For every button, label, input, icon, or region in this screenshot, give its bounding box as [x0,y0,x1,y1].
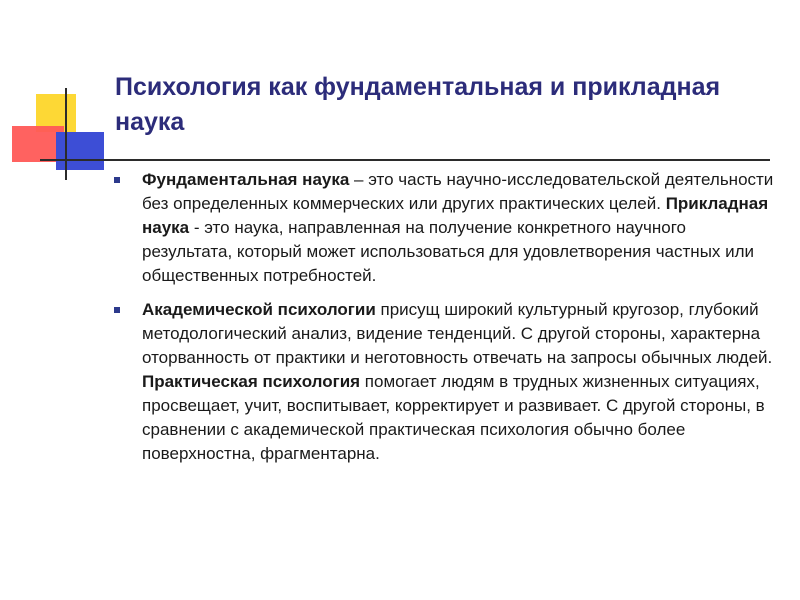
definition-applied-science: - это наука, направленная на получение конкретного научного результата, который может использоваться для удовлетворения частных или общественных потребностей. [142,218,755,285]
slide-title: Психология как фундаментальная и прикладная наука [115,73,721,136]
slide-content [114,168,780,476]
term-academic-psychology: Академической психологии [142,300,376,319]
bullet-text [142,168,780,288]
square-bullet-icon [114,177,120,183]
term-practical-psychology: Практическая психология [142,372,361,391]
bullet-item [114,298,780,466]
square-bullet-icon [114,307,120,313]
term-applied-science: Прикладная наука [142,194,769,237]
term-fundamental-science: Фундаментальная наука [142,170,350,189]
decor-vertical-line [65,88,67,180]
definition-fundamental-science: – это часть научно-исследовательской деятельности без определенных коммерческих или других практических целей. [142,170,774,213]
description-practical-psychology: помогает людям в трудных жизненных ситуациях, просвещает, учит, воспитывает, корректирует и развивает. С другой стороны, в сравнении с академической практическая психология обычно более поверхностна, фрагментарна. [142,372,765,463]
description-academic-psychology: присущ широкий культурный кругозор, глубокий методологический анализ, видение тенденций. С другой стороны, характерна оторванность от практики и неготовность отвечать на запросы обычных людей. [142,300,773,367]
bullet-item [114,168,780,288]
title-underline [40,159,770,161]
bullet-text [142,298,780,466]
decor-blue-square [56,132,104,170]
